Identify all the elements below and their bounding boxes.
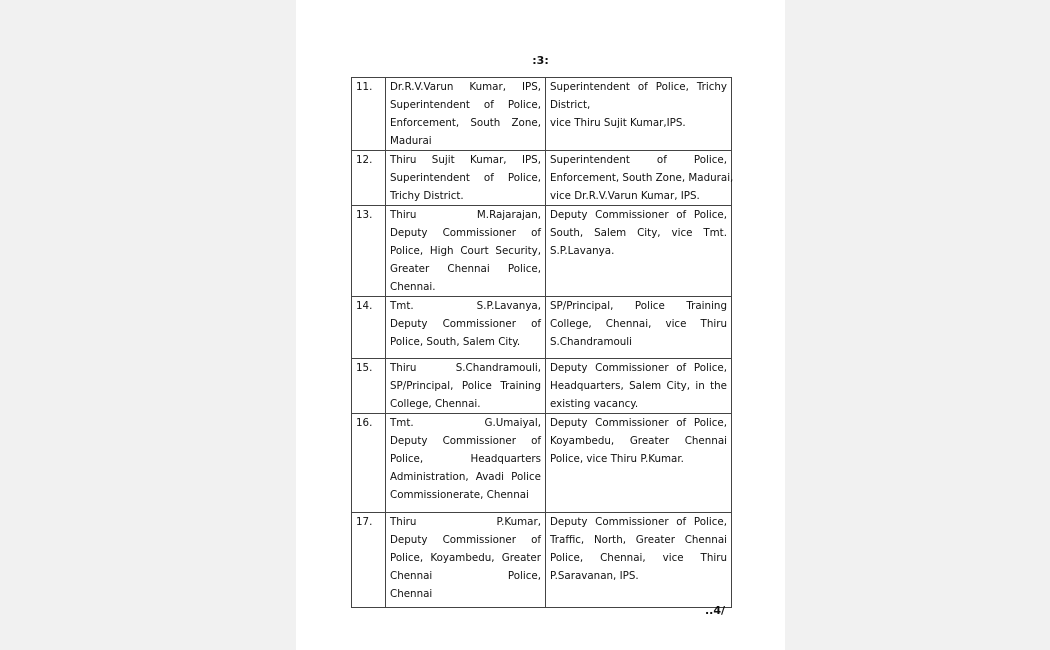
cell-line: Traffic, North, Greater Chennai: [550, 534, 727, 546]
cell-line: Chennai: [390, 588, 433, 600]
cell-line: Deputy Commissioner of: [390, 435, 541, 447]
cell-line: vice Thiru Sujit Kumar,IPS.: [550, 117, 686, 129]
cell-line: Thiru P.Kumar,: [390, 516, 541, 528]
officer-current-post-cell: [386, 297, 546, 359]
continuation-marker: ..4/: [704, 604, 725, 617]
cell-line: Police, Headquarters: [390, 453, 541, 465]
cell-line: Police, Koyambedu, Greater: [390, 552, 541, 564]
cell-line: Trichy District.: [390, 190, 464, 202]
table-row: [352, 513, 732, 608]
cell-line: Madurai: [390, 135, 432, 147]
cell-line: Deputy Commissioner of: [390, 534, 541, 546]
officer-current-post-cell: [386, 206, 546, 297]
cell-line: S.P.Lavanya.: [550, 245, 615, 257]
table-row: [352, 414, 732, 513]
serial-number-cell: 15.: [352, 359, 386, 414]
officer-new-post-cell: [546, 359, 732, 414]
cell-line: South, Salem City, vice Tmt.: [550, 227, 727, 239]
table-row: [352, 151, 732, 206]
officer-new-post-cell: [546, 151, 732, 206]
officer-current-post-cell: [386, 151, 546, 206]
cell-line: Superintendent of Police,: [550, 154, 727, 166]
cell-line: Chennai.: [390, 281, 436, 293]
serial-number-cell: 17.: [352, 513, 386, 608]
officer-current-post-cell: [386, 513, 546, 608]
cell-line: Chennai Police,: [390, 570, 541, 582]
transfer-table-body: [352, 78, 732, 608]
cell-line: District,: [550, 99, 591, 111]
cell-line: Thiru S.Chandramouli,: [390, 362, 541, 374]
cell-line: Deputy Commissioner of: [390, 318, 541, 330]
serial-number-cell: 11.: [352, 78, 386, 151]
page-number: :3:: [532, 54, 549, 67]
cell-line: Deputy Commissioner of: [390, 227, 541, 239]
cell-line: SP/Principal, Police Training: [550, 300, 727, 312]
cell-line: Thiru Sujit Kumar, IPS,: [390, 154, 541, 166]
cell-line: Police, vice Thiru P.Kumar.: [550, 453, 684, 465]
cell-line: Commissionerate, Chennai: [390, 489, 529, 501]
officer-current-post-cell: [386, 414, 546, 513]
officer-current-post-cell: [386, 359, 546, 414]
cell-line: Koyambedu, Greater Chennai: [550, 435, 727, 447]
transfer-table: [351, 77, 732, 608]
officer-new-post-cell: [546, 414, 732, 513]
cell-line: Thiru M.Rajarajan,: [390, 209, 541, 221]
cell-line: College, Chennai, vice Thiru: [550, 318, 727, 330]
cell-line: Police, Chennai, vice Thiru: [550, 552, 727, 564]
cell-line: P.Saravanan, IPS.: [550, 570, 639, 582]
cell-line: Superintendent of Police, Trichy: [550, 81, 727, 93]
serial-number-cell: 13.: [352, 206, 386, 297]
cell-line: Police, High Court Security,: [390, 245, 541, 257]
cell-line: Greater Chennai Police,: [390, 263, 541, 275]
officer-new-post-cell: [546, 78, 732, 151]
cell-line: Tmt. G.Umaiyal,: [390, 417, 541, 429]
cell-line: Tmt. S.P.Lavanya,: [390, 300, 541, 312]
cell-line: S.Chandramouli: [550, 336, 633, 348]
serial-number-cell: 14.: [352, 297, 386, 359]
cell-line: Headquarters, Salem City, in the: [550, 380, 727, 392]
officer-new-post-cell: [546, 513, 732, 608]
table-row: [352, 297, 732, 359]
table-row: [352, 206, 732, 297]
cell-line: SP/Principal, Police Training: [390, 380, 541, 392]
cell-line: vice Dr.R.V.Varun Kumar, IPS.: [550, 190, 700, 202]
serial-number-cell: 12.: [352, 151, 386, 206]
cell-line: College, Chennai.: [390, 398, 481, 410]
cell-line: Deputy Commissioner of Police,: [550, 516, 727, 528]
officer-current-post-cell: [386, 78, 546, 151]
cell-line: Superintendent of Police,: [390, 172, 541, 184]
table-row: [352, 78, 732, 151]
cell-line: Enforcement, South Zone,: [390, 117, 541, 129]
officer-new-post-cell: [546, 206, 732, 297]
table-row: [352, 359, 732, 414]
cell-line: Dr.R.V.Varun Kumar, IPS,: [390, 81, 541, 93]
document-page: [296, 0, 785, 650]
cell-line: Police, South, Salem City.: [390, 336, 521, 348]
cell-line: existing vacancy.: [550, 398, 639, 410]
officer-new-post-cell: [546, 297, 732, 359]
cell-line: Superintendent of Police,: [390, 99, 541, 111]
cell-line: Deputy Commissioner of Police,: [550, 209, 727, 221]
cell-line: Administration, Avadi Police: [390, 471, 541, 483]
cell-line: Deputy Commissioner of Police,: [550, 417, 727, 429]
serial-number-cell: 16.: [352, 414, 386, 513]
cell-line: Deputy Commissioner of Police,: [550, 362, 727, 374]
cell-line: Enforcement, South Zone, Madurai,: [550, 172, 734, 184]
